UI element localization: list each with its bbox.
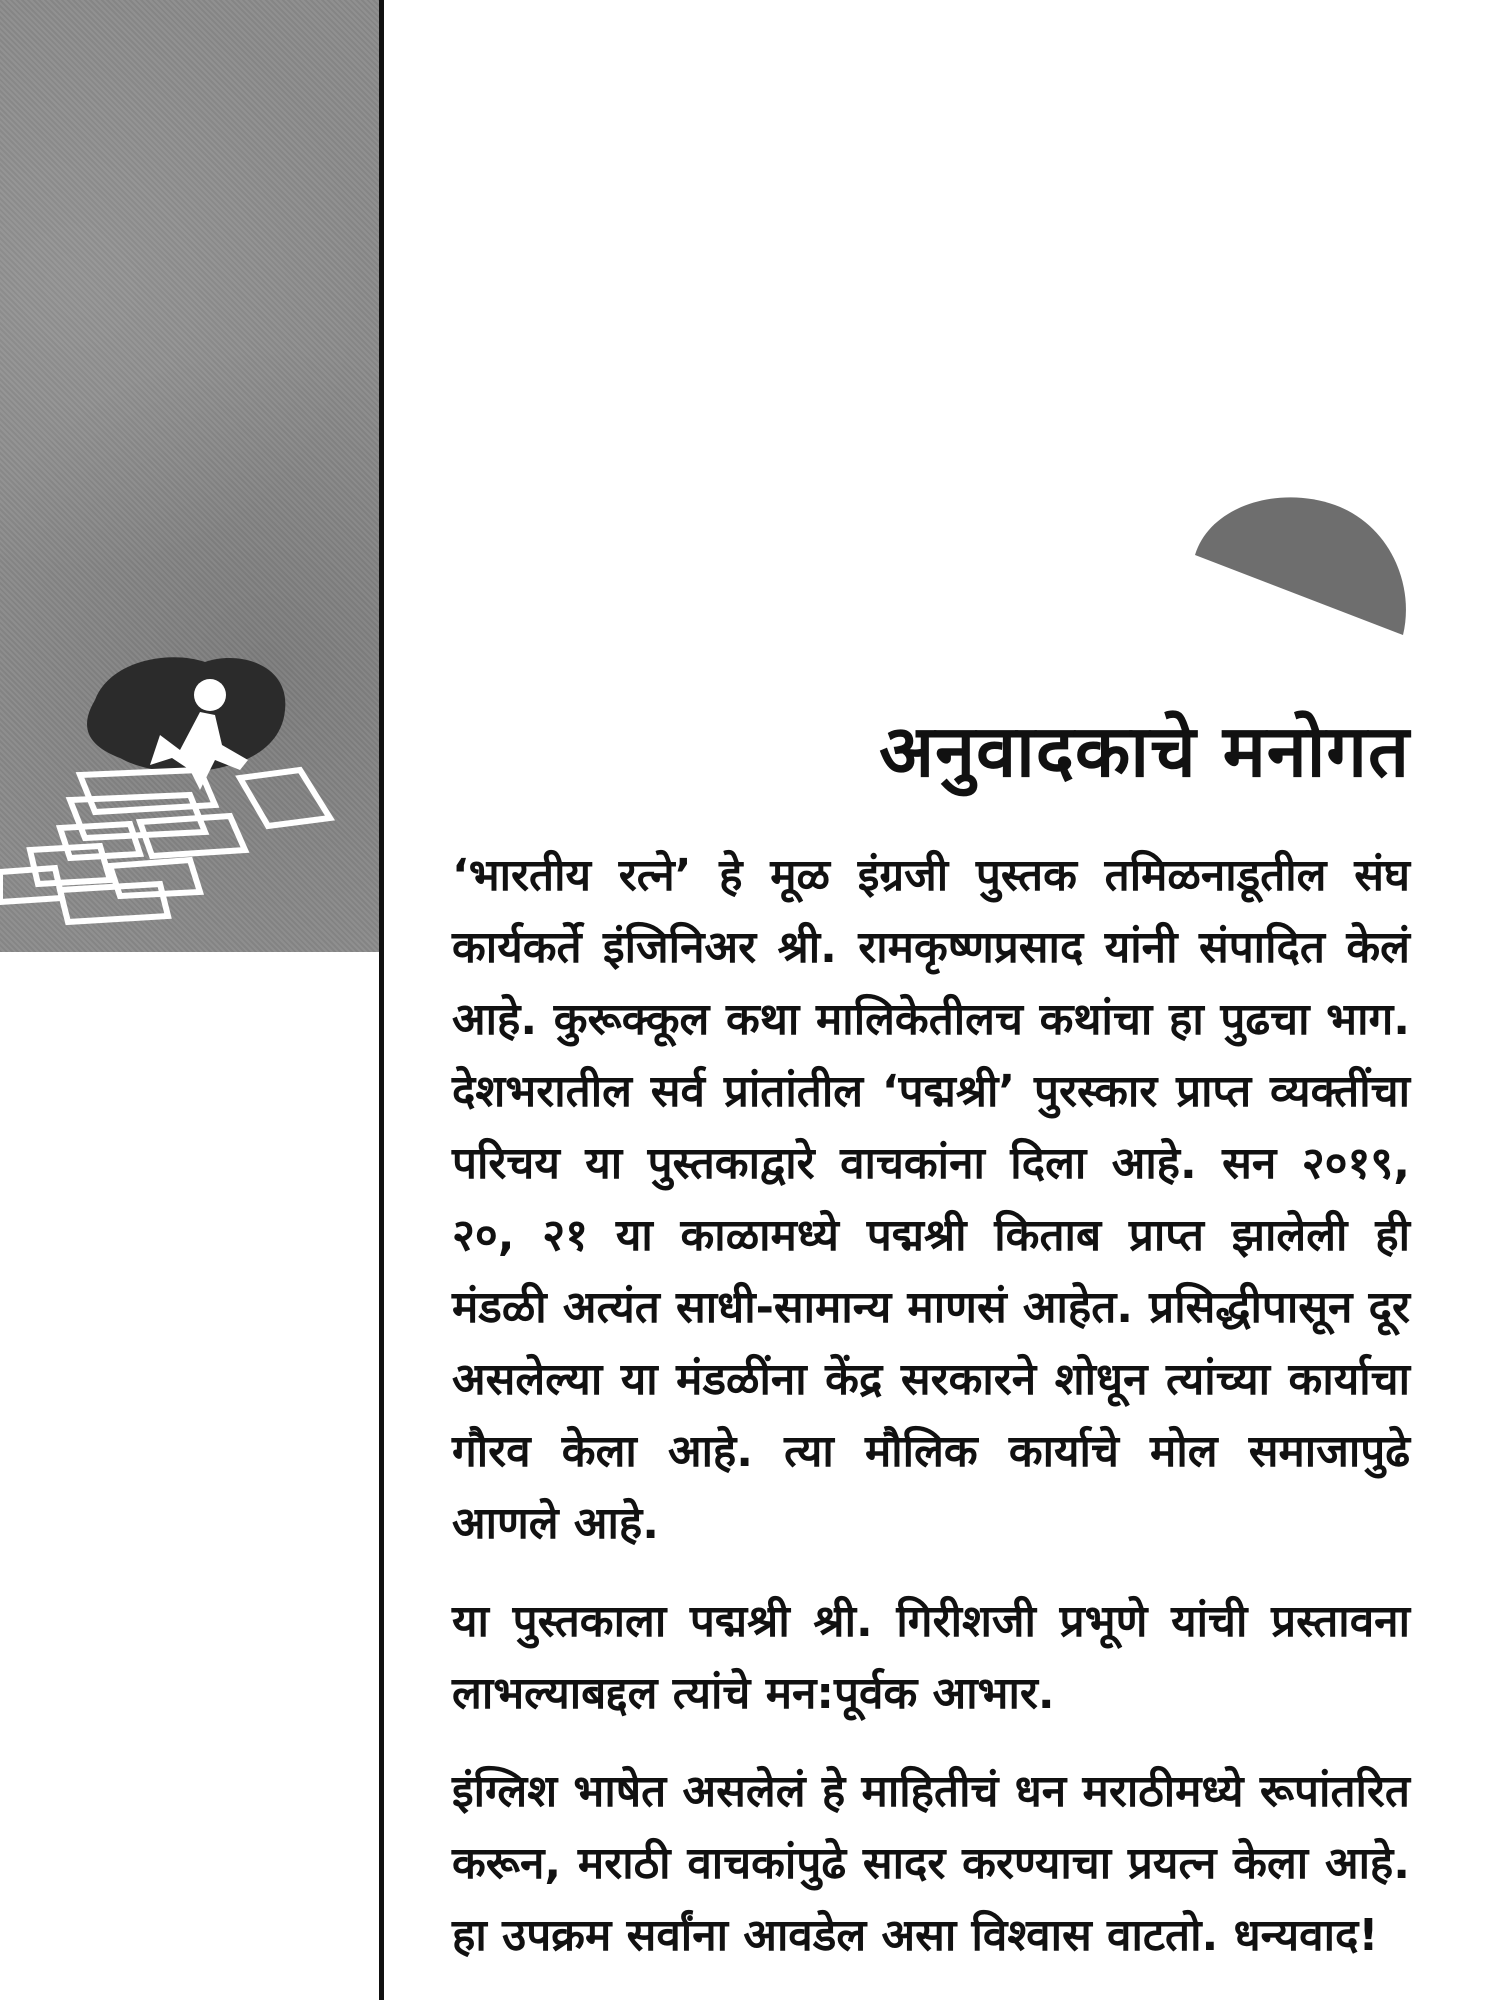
body-text: [452, 840, 1410, 1998]
paragraph-1: ‘भारतीय रत्ने’ हे मूळ इंग्रजी पुस्तक तमिळनाडूतील संघ कार्यकर्ते इंजिनिअर श्री. रामकृष्णप्रसाद यांनी संपादित केलं आहे. कुरूक्कूल कथा मालिकेतीलच कथांचा हा पुढचा भाग. देशभरातील सर्व प्रांतांतील ‘पद्मश्री’ पुरस्कार प्राप्त व्यक्तींचा परिचय या पुस्तकाद्वारे वाचकांना दिला आहे. सन २०१९, २०, २१ या काळामध्ये पद्मश्री किताब प्राप्त झालेली ही मंडळी अत्यंत साधी-सामान्य माणसं आहेत. प्रसिद्धीपासून दूर असलेल्या या मंडळींना केंद्र सरकारने शोधून त्यांच्या कार्याचा गौरव केला आहे. त्या मौलिक कार्याचे मोल समाजापुढे आणले आहे.: [452, 850, 1410, 1549]
paragraph-2: या पुस्तकाला पद्मश्री श्री. गिरीशजी प्रभूणे यांची प्रस्तावना लाभल्याबद्दल त्यांचे मन:पूर्वक आभार.: [452, 1596, 1410, 1719]
person-on-hopscotch-icon: [0, 640, 383, 940]
half-disc-icon: [1185, 485, 1415, 645]
page-title: अनुवादकाचे मनोगत: [879, 709, 1410, 793]
vertical-divider: [379, 0, 384, 2000]
paragraph-3: इंग्लिश भाषेत असलेलं हे माहितीचं धन मराठीमध्ये रूपांतरित करून, मराठी वाचकांपुढे सादर करण्याचा प्रयत्न केला आहे. हा उपक्रम सर्वांना आवडेल असा विश्वास वाटतो. धन्यवाद!: [452, 1766, 1410, 1961]
left-grey-panel: [0, 0, 383, 952]
